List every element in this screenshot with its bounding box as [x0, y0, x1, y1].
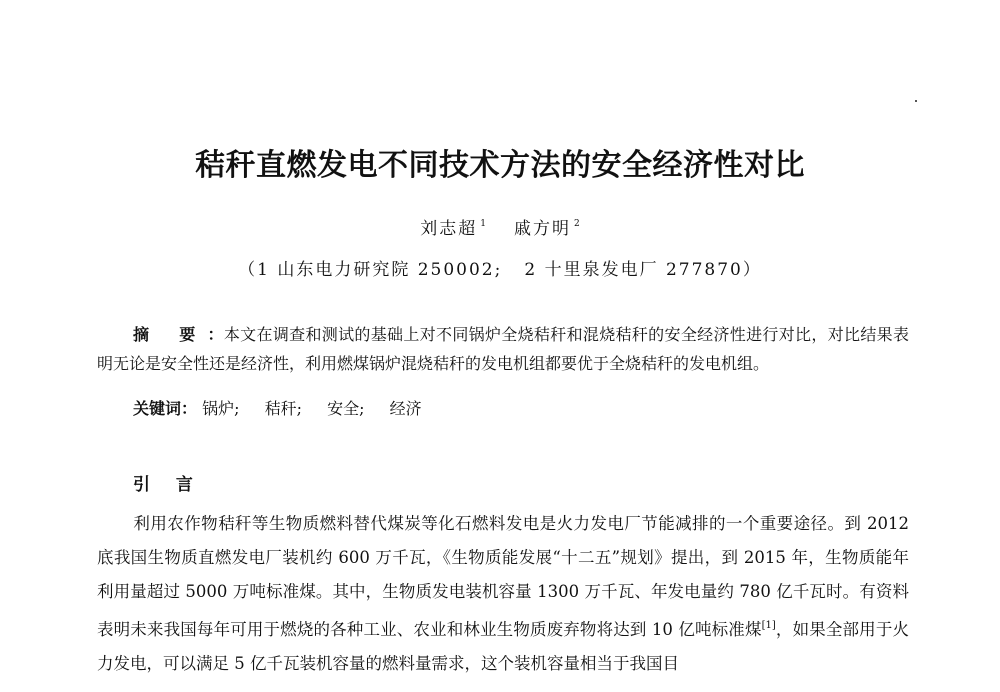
- affiliation-line: [0, 255, 1000, 280]
- author-affiliation-mark: 2: [574, 219, 580, 229]
- abstract: [97, 320, 909, 378]
- keywords: [133, 396, 913, 419]
- affiliation-first: 1 山东电力研究院 250002;: [257, 260, 503, 280]
- author-name: 戚方明: [514, 219, 571, 239]
- abstract-label: 摘 要: [133, 325, 208, 344]
- affiliation-close-paren: ）: [742, 260, 762, 280]
- section-heading: 引 言: [133, 475, 203, 495]
- keyword-item: 安全;: [327, 399, 365, 418]
- body-text-part: 利用农作物秸秆等生物质燃料替代煤炭等化石燃料发电是火力发电厂节能减排的一个重要途径。到 2012 底我国生物质直燃发电厂装机约 600 万千瓦，《生物质能发展“十二五”规划》提出，到 2015 年，生物质能年利用量超过 5000 万吨标准煤。其中，生物质发电装机容量 1300 万千瓦、年发电量约 780 亿千瓦时。有资料表明未来我国每年可用于燃烧的各种工业、农业和林业生物质废弃物将达到 10 亿吨标准煤: [97, 514, 909, 639]
- citation-mark: [1]: [761, 620, 776, 631]
- scan-speck: [915, 100, 917, 102]
- abstract-label-colon: ：: [207, 325, 224, 344]
- author-line: [0, 214, 1000, 239]
- paper-title: 秸秆直燃发电不同技术方法的安全经济性对比: [195, 148, 805, 183]
- author-affiliation-mark: 1: [480, 219, 486, 229]
- body-text-part: ，如果全部用于火力发电，可以满足 5 亿千瓦装机容量的燃料量需求，这个装机容量相当于我国目: [97, 620, 909, 673]
- author-name: 刘志超: [420, 219, 478, 239]
- affiliation-second: 2 十里泉发电厂 277870: [524, 260, 743, 280]
- keyword-item: 秸秆;: [264, 399, 303, 418]
- keywords-label: 关键词：: [133, 399, 198, 418]
- body-paragraph: [97, 507, 909, 681]
- keyword-item: 经济: [389, 399, 422, 418]
- abstract-text: 本文在调查和测试的基础上对不同锅炉全烧秸秆和混烧秸秆的安全经济性进行对比，对比结果表明无论是安全性还是经济性，利用燃煤锅炉混烧秸秆的发电机组都要优于全烧秸秆的发电机组。: [97, 325, 909, 373]
- keyword-item: 锅炉;: [202, 399, 240, 418]
- affiliation-open-paren: （: [238, 260, 258, 280]
